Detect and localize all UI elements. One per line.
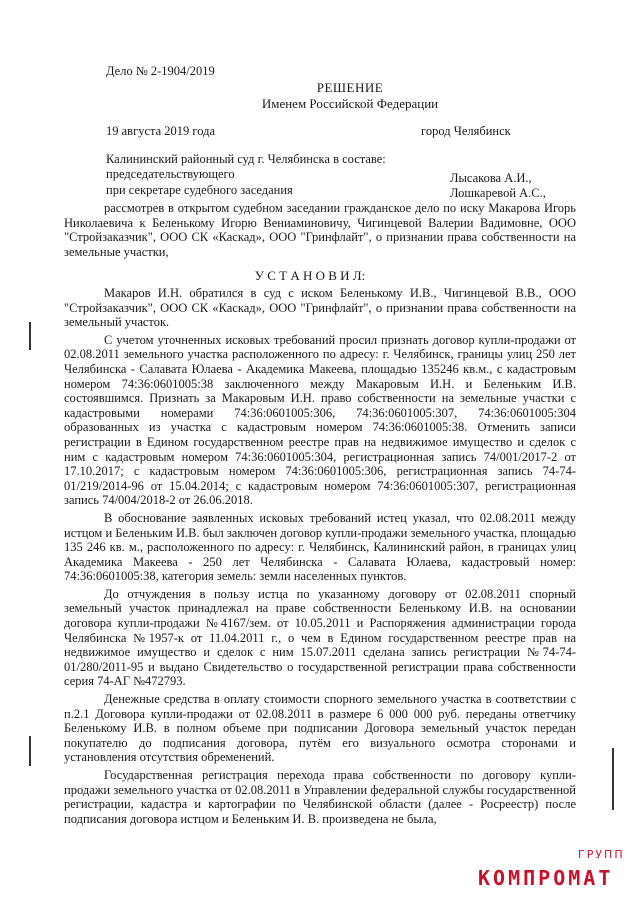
- watermark-group: ГРУПП: [578, 848, 625, 861]
- paragraph-grounds: В обоснование заявленных исковых требований истец указал, что 02.08.2011 между истцом и Беленьким И.В. был заключен договор купли-продажи земельного участка, площадью 135 246 кв. м., расположенного по адресу: г. Челябинск, Калининский район, в границах улиц Академика Макеева - 250 лет Челябинска - Салавата Юлаева, кадастровый номер: 74:36:0601005:38, категория земель: земли населенных пунктов.: [64, 510, 576, 584]
- court-composition: Калининский районный суд г. Челябинска в составе:: [106, 152, 386, 166]
- body-block: [64, 286, 576, 829]
- margin-mark: [612, 748, 614, 810]
- intro-block: [64, 201, 576, 262]
- document-city: город Челябинск: [421, 124, 511, 138]
- paragraph-payment: Денежные средства в оплату стоимости спорного земельного участка в соответствии с п.2.1 Договора купли-продажи от 02.08.2011 в размере 6 000 000 руб. переданы ответчику Беленькому И.В. в полном объеме при подписании Договора земельный участок передан покупателю до подписания договора, путём его визуального осмотра сторонами и установления отсутствия обременений.: [64, 692, 576, 765]
- document-date: 19 августа 2019 года: [106, 124, 216, 138]
- document-title: РЕШЕНИЕ: [316, 80, 384, 95]
- presiding-label: председательствующего: [106, 167, 235, 181]
- intro-paragraph: рассмотрев в открытом судебном заседании гражданское дело по иску Макарова Игорь Николаевича к Беленькому Игорю Вениаминовичу, Чигинцевой Валерии Вадимовне, ООО "Стройзаказчик", ООО СК «Каскад», ООО "Гринфлайт", о признании права собственности на земельные участки,: [64, 201, 576, 259]
- margin-mark: [29, 736, 31, 766]
- presiding-judge-name: Лысакова А.И.,: [450, 171, 532, 185]
- paragraph-ownership: До отчуждения в пользу истца по указанному договору от 02.08.2011 спорный земельный участок принадлежал на праве собственности Беленькому И.В. на основании договора купли-продажи №4167/зем. от 10.05.2011 и Распоряжения администрации города Челябинска №1957-к от 11.04.2011 г., о чем в Едином государственном реестре прав на недвижимое имущество и сделок с ним 15.07.2011 сделана запись регистрации №74-74-01/280/2011-95 и выдано Свидетельство о государственной регистрации права собственности серия 74-АГ №472793.: [64, 586, 576, 689]
- section-title: У С Т А Н О В И Л:: [254, 268, 366, 283]
- document-subtitle: Именем Российской Федерации: [261, 96, 439, 111]
- case-number: Дело № 2-1904/2019: [106, 64, 215, 78]
- paragraph-requirements: С учетом уточненных исковых требований просил признать договор купли-продажи от 02.08.2011 земельного участка расположенного по адресу: г. Челябинск, границы улиц 250 лет Челябинска - Салавата Юлаева - Академика Макеева, площадью 135246 кв.м., с кадастровым номером 74:36:0601005:38 заключенного между Макаровым И.Н. и Беленьким И.В. состоявшимся. Признать за Макаровым И.Н. право собственности на земельные участки с кадастровыми номерами 74:36:0601005:306, 74:36:0601005:307, 74:36:0601005:304 образованных из участка с кадастровым номером 74:36:0601005:38. Отменить записи регистрации в Едином государственном реестре прав на недвижимое имущество и сделок с ним с кадастровым номером 74:36:0601005:304, регистрационная запись 74/001/2017-2 от 17.10.2017; с кадастровым номером 74:36:0601005:306, регистрационная запись 74-74-01/219/2014-96 от 15.04.2014; с кадастровым номером 74:36:0601005:307, регистрационная запись 74/004/2018-2 от 26.06.2018.: [64, 332, 576, 508]
- secretary-name: Лошкаревой А.С.,: [450, 186, 546, 200]
- secretary-label: при секретаре судебного заседания: [106, 183, 293, 197]
- paragraph-claim: Макаров И.Н. обратился в суд с иском Беленькому И.В., Чигинцевой В.В., ООО "Стройзаказчик", ООО СК «Каскад», ООО "Гринфлайт", о признании права собственности на земельный участок.: [64, 286, 576, 330]
- paragraph-registration: Государственная регистрация перехода права собственности по договору купли-продажи земельного участка от 02.08.2011 в Управлении федеральной службы государственной регистрации, кадастра и картографии по Челябинской области (далее - Росреестр) после подписания договора истцом и Беленьким И. В. произведена не была,: [64, 768, 576, 826]
- watermark-brand: КОМПРОМАТ: [478, 866, 614, 890]
- margin-mark: [29, 322, 31, 350]
